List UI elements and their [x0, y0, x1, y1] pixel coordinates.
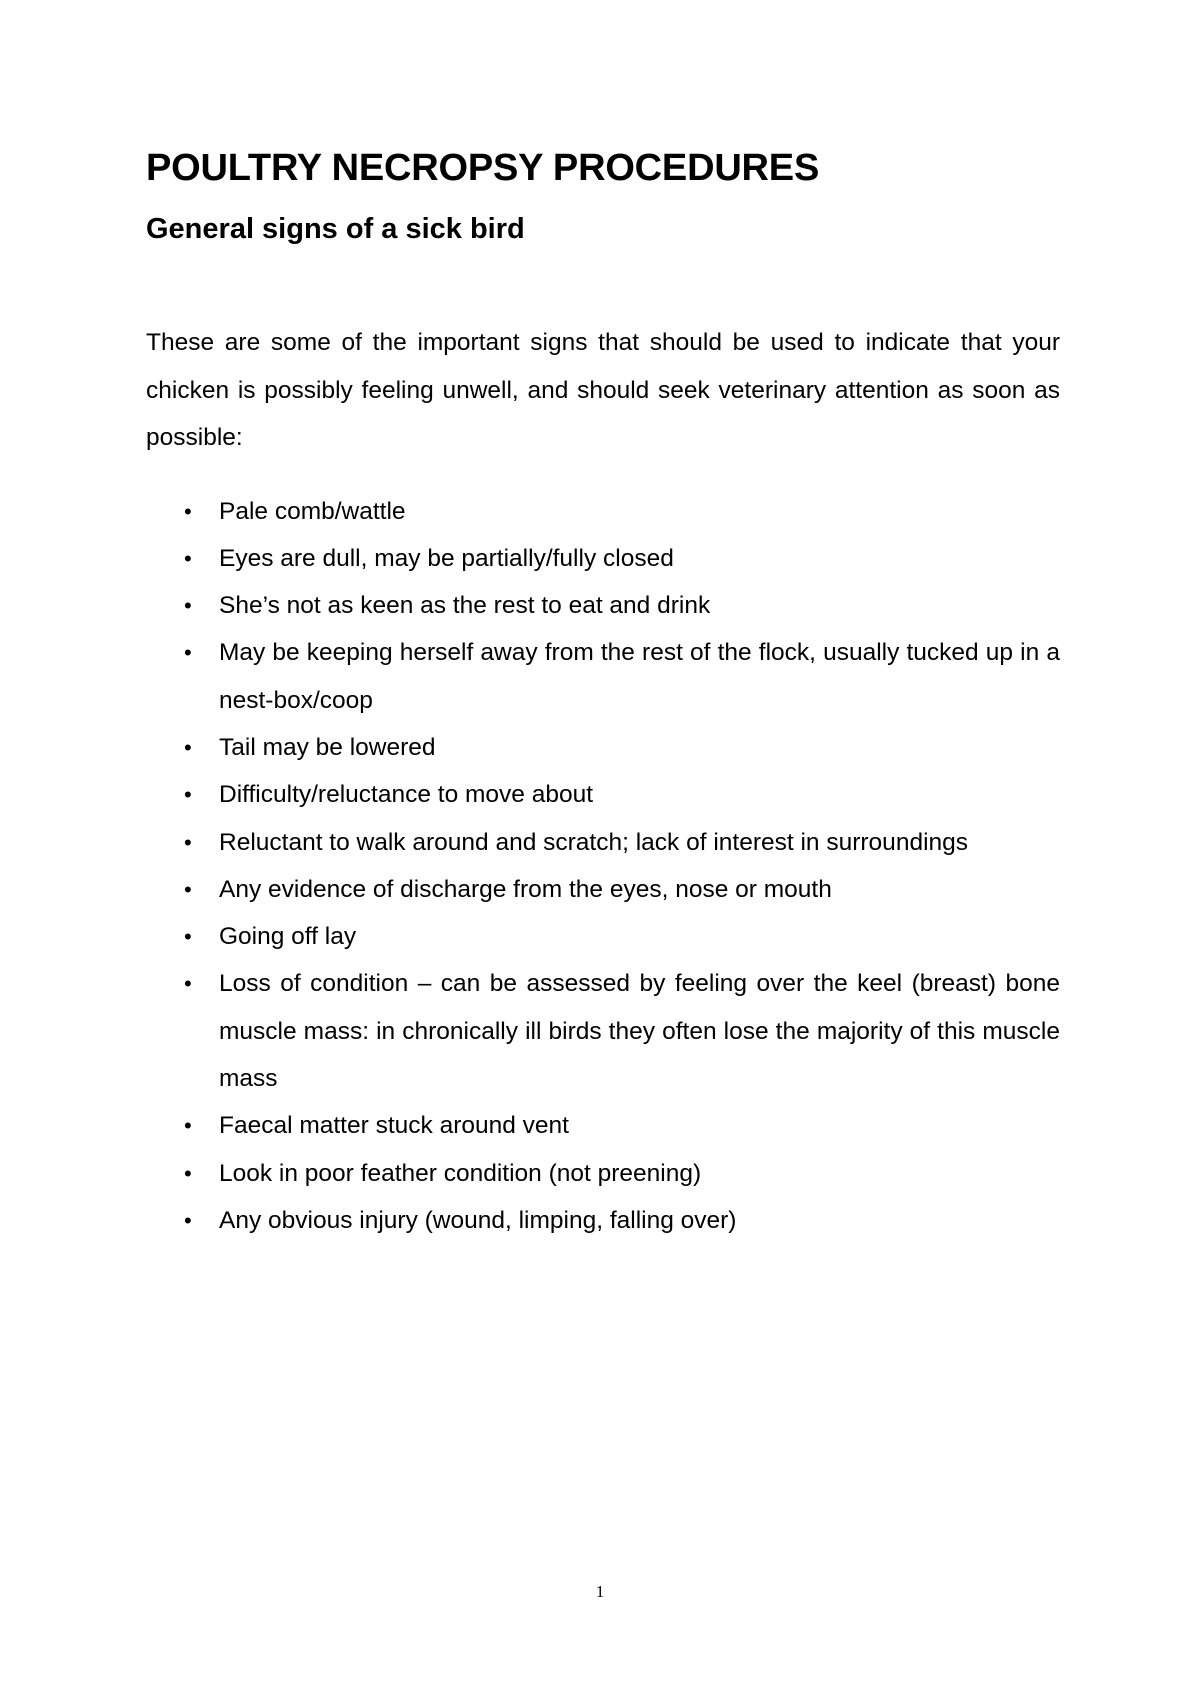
list-item	[146, 488, 1060, 535]
bullet-icon: •	[184, 545, 192, 571]
list-item	[146, 1102, 1060, 1149]
list-item-text: Difficulty/reluctance to move about	[219, 781, 594, 809]
bullet-icon: •	[184, 640, 192, 666]
bullet-icon: •	[184, 971, 192, 997]
list-item-text: Loss of condition – can be assessed by feeling over the keel (breast) bone muscle mass: in chronically ill birds they often lose the majority of this muscle mass	[219, 970, 1060, 1093]
bullet-icon: •	[184, 782, 192, 808]
list-item-text: Reluctant to walk around and scratch; lack of interest in surroundings	[219, 828, 969, 856]
list-item-text: Any evidence of discharge from the eyes, nose or mouth	[219, 875, 832, 903]
list-item-text: Faecal matter stuck around vent	[219, 1112, 569, 1140]
list-item-text: May be keeping herself away from the rest of the flock, usually tucked up in a nest-box/coop	[219, 639, 1060, 714]
list-item-text: Pale comb/wattle	[219, 497, 406, 525]
list-item-text: Any obvious injury (wound, limping, falling over)	[219, 1206, 737, 1234]
list-item	[146, 960, 1060, 1102]
list-item	[146, 819, 1060, 866]
intro-paragraph: These are some of the important signs that should be used to indicate that your chicken is possibly feeling unwell, and should seek veterinary attention as soon as possible:	[146, 329, 1060, 451]
section-heading: General signs of a sick bird	[146, 213, 525, 245]
list-item	[146, 1150, 1060, 1197]
list-item	[146, 1197, 1060, 1244]
list-item	[146, 771, 1060, 818]
bullet-icon: •	[184, 1207, 192, 1233]
list-item	[146, 913, 1060, 960]
bullet-icon: •	[184, 1160, 192, 1186]
page-title: POULTRY NECROPSY PROCEDURES	[146, 147, 820, 189]
list-item-text: Eyes are dull, may be partially/fully closed	[219, 544, 674, 572]
bullet-icon: •	[184, 829, 192, 855]
list-item	[146, 629, 1060, 724]
document-body	[146, 145, 1060, 1244]
list-item-text: Look in poor feather condition (not preening)	[219, 1159, 702, 1187]
list-item	[146, 724, 1060, 771]
bullet-icon: •	[184, 498, 192, 524]
list-item-text: She’s not as keen as the rest to eat and drink	[219, 592, 711, 620]
list-item	[146, 866, 1060, 913]
bullet-icon: •	[184, 734, 192, 760]
bullet-icon: •	[184, 593, 192, 619]
list-item	[146, 582, 1060, 629]
list-item-text: Going off lay	[219, 923, 357, 951]
bullet-icon: •	[184, 924, 192, 950]
page-number: 1	[595, 1582, 605, 1601]
bullet-icon: •	[184, 1113, 192, 1139]
signs-list	[146, 488, 1060, 1245]
list-item	[146, 535, 1060, 582]
bullet-icon: •	[184, 876, 192, 902]
list-item-text: Tail may be lowered	[219, 733, 436, 761]
